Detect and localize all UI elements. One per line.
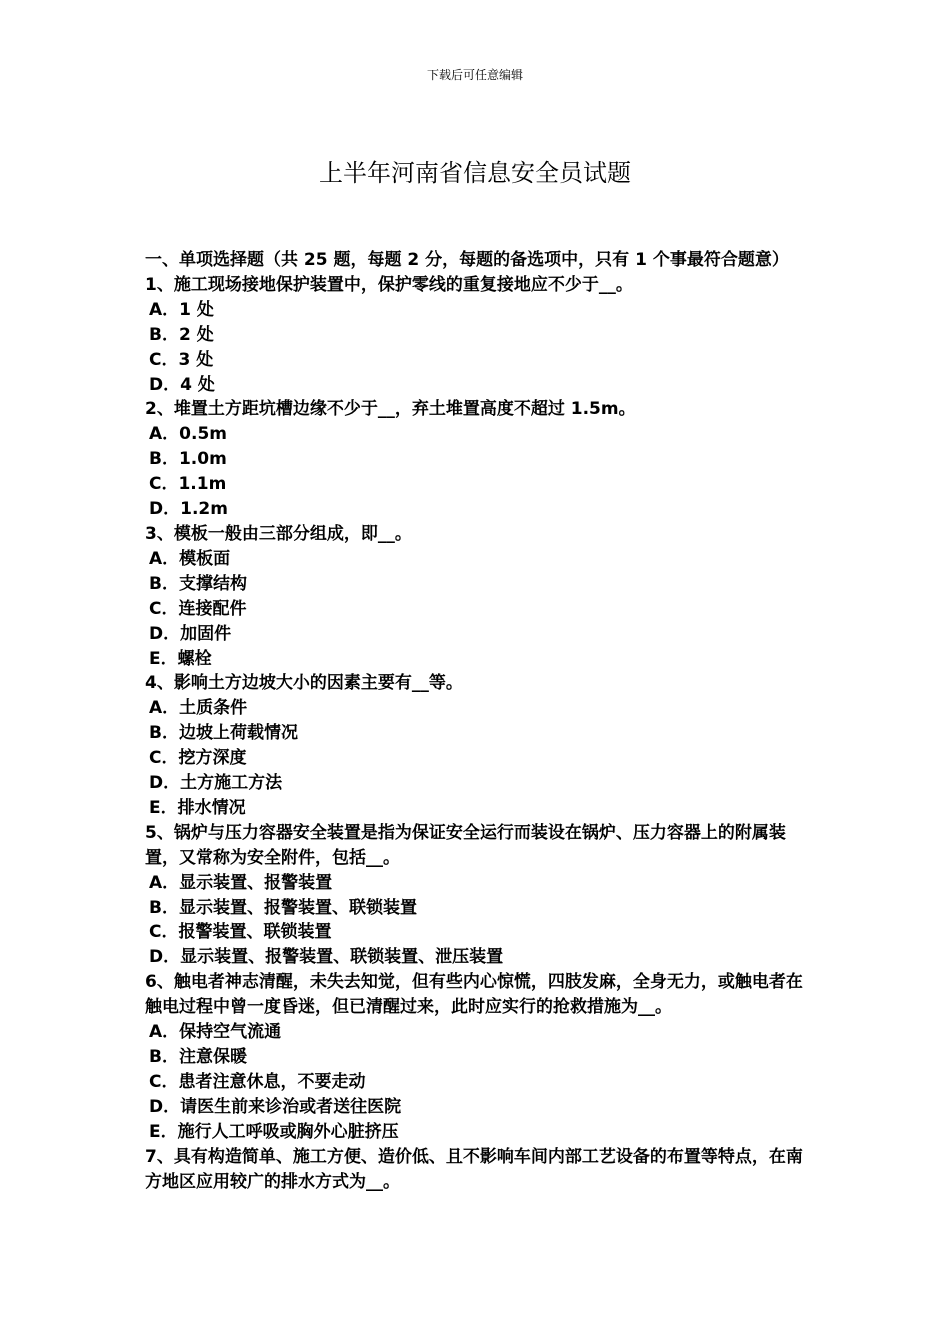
answer-option: A．1 处: [149, 299, 214, 320]
question-stem: 5、锅炉与压力容器安全装置是指为保证安全运行而装设在锅炉、压力容器上的附属装置，又常称为安全附件，包括__。: [145, 822, 786, 868]
answer-option: D．加固件: [149, 623, 232, 644]
answer-option: B．1.0m: [149, 449, 227, 470]
answer-option: E．螺栓: [149, 648, 212, 669]
answer-option: B．注意保暖: [149, 1047, 247, 1067]
question-list: [145, 273, 807, 1195]
answer-option: B．2 处: [149, 324, 214, 345]
answer-option: E．施行人工呼吸或胸外心脏挤压: [149, 1121, 399, 1142]
question-stem: 4、影响土方边坡大小的因素主要有__等。: [145, 673, 463, 694]
question-stem: 6、触电者神志清醒，未失去知觉，但有些内心惊慌，四肢发麻，全身无力，或触电者在触电过程中曾一度昏迷，但已清醒过来，此时应实行的抢救措施为__。: [145, 972, 803, 1018]
answer-option: D．土方施工方法: [149, 773, 283, 794]
answer-option: C．1.1m: [149, 474, 227, 495]
answer-option: C．3 处: [149, 349, 214, 370]
question-content: [145, 248, 807, 1194]
answer-option: A．显示装置、报警装置: [149, 872, 333, 893]
document-title: 上半年河南省信息安全员试题: [319, 159, 631, 187]
answer-option: A．模板面: [149, 548, 231, 569]
answer-option: C．报警装置、联锁装置: [149, 922, 332, 943]
answer-option: B．边坡上荷载情况: [149, 723, 298, 744]
answer-option: D．1.2m: [149, 499, 228, 520]
answer-option: C．挖方深度: [149, 748, 247, 769]
answer-option: D．4 处: [149, 374, 215, 395]
answer-option: A．土质条件: [149, 698, 248, 719]
answer-option: D．请医生前来诊治或者送往医院: [149, 1096, 402, 1117]
header-note: 下载后可任意编辑: [426, 68, 523, 82]
question-stem: 7、具有构造简单、施工方便、造价低、且不影响车间内部工艺设备的布置等特点，在南方地区应用较广的排水方式为__。: [145, 1146, 803, 1192]
answer-option: B．显示装置、报警装置、联锁装置: [149, 897, 417, 918]
answer-option: A．保持空气流通: [149, 1022, 282, 1043]
question-stem: 2、堆置土方距坑槽边缘不少于__，弃土堆置高度不超过 1.5m。: [145, 399, 636, 420]
answer-option: D．显示装置、报警装置、联锁装置、泄压装置: [149, 947, 504, 968]
question-stem: 1、施工现场接地保护装置中，保护零线的重复接地应不少于__。: [145, 274, 633, 295]
answer-option: E．排水情况: [149, 797, 246, 818]
answer-option: A．0.5m: [149, 424, 227, 445]
answer-option: C．连接配件: [149, 598, 247, 619]
answer-option: C．患者注意休息，不要走动: [149, 1071, 366, 1092]
section-heading: 一、单项选择题（共 25 题，每题 2 分，每题的备选项中，只有 1 个事最符合题意）: [145, 250, 789, 270]
answer-option: B．支撑结构: [149, 573, 247, 594]
question-stem: 3、模板一般由三部分组成，即__。: [145, 523, 412, 544]
